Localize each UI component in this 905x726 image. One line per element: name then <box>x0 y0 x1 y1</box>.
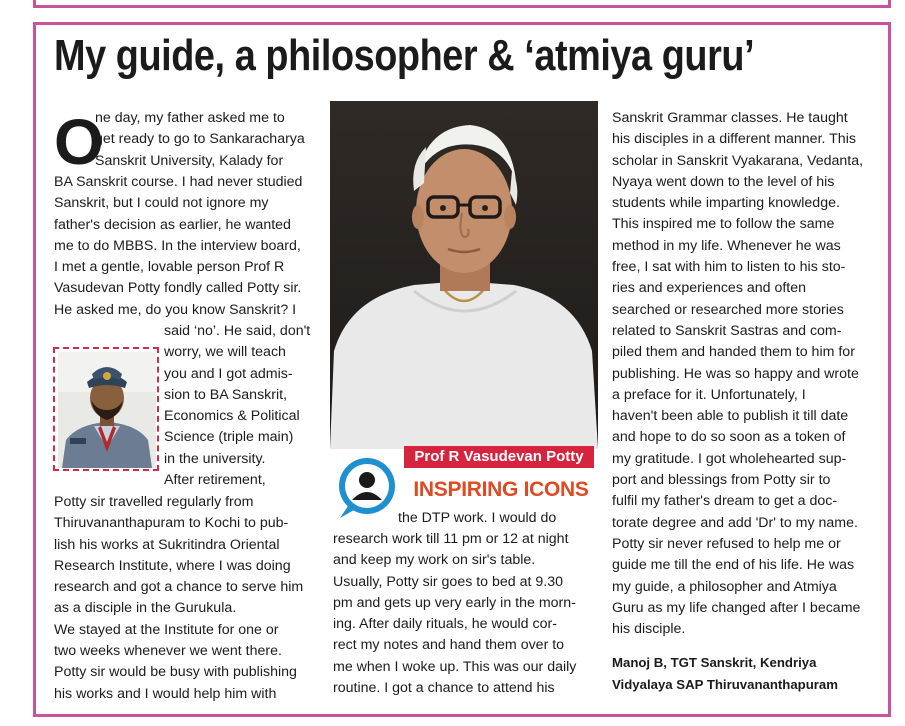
text-line: his disciple. <box>612 621 686 638</box>
text-line: After retirement, <box>164 472 266 489</box>
text-line: Potty sir never refused to help me or <box>612 535 841 552</box>
text-line: We stayed at the Institute for one or <box>54 621 279 638</box>
text-line: Nyaya went down to the level of his <box>612 173 835 190</box>
text-line: worry, we will teach <box>164 344 286 361</box>
text-line: Guru as my life changed after I became <box>612 599 861 616</box>
column-3 <box>612 108 863 640</box>
portrait-photo <box>330 101 598 449</box>
text-line: and keep my work on sir's table. <box>333 552 536 569</box>
text-line: ries and experiences and often <box>612 280 807 297</box>
text-line: in the university. <box>164 450 266 467</box>
byline-line: Manoj B, TGT Sanskrit, Kendriya <box>612 655 817 670</box>
text-line: guide me till the end of his life. He was <box>612 557 855 574</box>
text-line: two weeks whenever we went there. <box>54 643 282 660</box>
column-1-wrap <box>164 321 310 491</box>
text-line: said ‘no’. He said, don't <box>164 323 311 339</box>
text-line: me when I woke up. This was our daily <box>333 658 577 675</box>
text-line: ing. After daily rituals, he would cor- <box>333 616 557 633</box>
text-line: my guide, a philosopher and Atmiya <box>612 578 837 595</box>
text-line: haven't been able to publish it till date <box>612 408 849 425</box>
text-line: Economics & Political <box>164 408 300 425</box>
text-line: free, I sat with him to listen to his sto- <box>612 259 846 276</box>
text-line: a preface for it. Unfortunately, I <box>612 386 806 403</box>
text-line: me to do MBBS. In the interview board, <box>54 237 301 254</box>
text-line: port and blessings from Potty sir to <box>612 472 831 489</box>
text-line: scholar in Sanskrit Vyakarana, Vedanta, <box>612 152 864 169</box>
inspiring-icons-label: INSPIRING ICONS <box>407 475 595 505</box>
author-byline <box>612 652 838 696</box>
text-line: Potty sir travelled regularly from <box>54 494 254 510</box>
drop-cap: O <box>54 106 104 178</box>
text-line: sion to BA Sanskrit, <box>164 386 288 403</box>
text-line: students while imparting knowledge. <box>612 195 840 212</box>
text-line: ne day, my father asked me to <box>95 110 285 126</box>
text-line: Usually, Potty sir goes to bed at 9.30 <box>333 573 564 590</box>
text-line: the DTP work. I would do <box>398 510 557 526</box>
text-line: Thiruvananthapuram to Kochi to pub- <box>54 515 289 532</box>
text-line: Potty sir would be busy with publishing <box>54 664 297 681</box>
byline-line: Vidyalaya SAP Thiruvananthapuram <box>612 677 838 692</box>
text-line: I met a gentle, lovable person Prof R <box>54 259 285 276</box>
text-line: He asked me, do you know Sanskrit? I <box>54 301 297 318</box>
text-line: you and I got admis- <box>164 365 293 382</box>
text-line: searched or researched more stories <box>612 301 844 318</box>
photo-caption: Prof R Vasudevan Potty <box>404 446 594 468</box>
column-1-body <box>54 172 302 321</box>
inspiring-icons-logo-icon <box>336 456 398 518</box>
text-line: his works and I would help him with <box>54 685 277 702</box>
text-line: Sanskrit, but I could not ignore my <box>54 195 269 212</box>
text-line: Vasudevan Potty fondly called Potty sir. <box>54 280 302 297</box>
author-portrait-illustration <box>58 352 156 468</box>
text-line: related to Sanskrit Sastras and com- <box>612 322 842 339</box>
text-line: his disciples in a different manner. This <box>612 131 856 148</box>
text-line: fulfil my father's dream to get a doc- <box>612 493 838 510</box>
text-line: method in my life. Whenever he was <box>612 237 841 254</box>
text-line: research work till 11 pm or 12 at night <box>333 531 569 547</box>
text-line: piled them and handed them to him for <box>612 344 855 361</box>
text-line: pm and gets up very early in the morn- <box>333 594 576 611</box>
text-line: Sanskrit Grammar classes. He taught <box>612 110 848 126</box>
column-1-intro <box>95 108 305 172</box>
text-line: torate degree and add 'Dr' to my name. <box>612 514 858 531</box>
text-line: publishing. He was so happy and wrote <box>612 365 859 382</box>
text-line: as a disciple in the Gurukula. <box>54 600 237 617</box>
text-line: Research Institute, where I was doing <box>54 557 291 574</box>
column-2-body <box>333 529 576 699</box>
portrait-illustration <box>330 101 598 449</box>
author-photo <box>53 347 159 471</box>
previous-article-frame-edge <box>33 0 891 8</box>
column-1-tail <box>54 492 303 705</box>
text-line: father's decision as earlier, he wanted <box>54 216 291 233</box>
text-line: Science (triple main) <box>164 429 294 446</box>
text-line: my gratitude. I got wholehearted sup- <box>612 450 847 467</box>
text-line: and hope to do so soon as a token of <box>612 429 846 446</box>
headline: My guide, a philosopher & ‘atmiya guru’ <box>54 31 755 80</box>
text-line: routine. I got a chance to attend his <box>333 680 555 697</box>
text-line: lish his works at Sukritindra Oriental <box>54 536 280 553</box>
text-line: BA Sanskrit course. I had never studied <box>54 174 303 190</box>
text-line: research and got a chance to serve him <box>54 579 304 596</box>
text-line: Sanskrit University, Kalady for <box>95 152 284 169</box>
column-2-first-line <box>398 508 556 529</box>
text-line: get ready to go to Sankaracharya <box>95 131 305 148</box>
text-line: This inspired me to follow the same <box>612 216 835 233</box>
text-line: rect my notes and hand them over to <box>333 637 565 654</box>
